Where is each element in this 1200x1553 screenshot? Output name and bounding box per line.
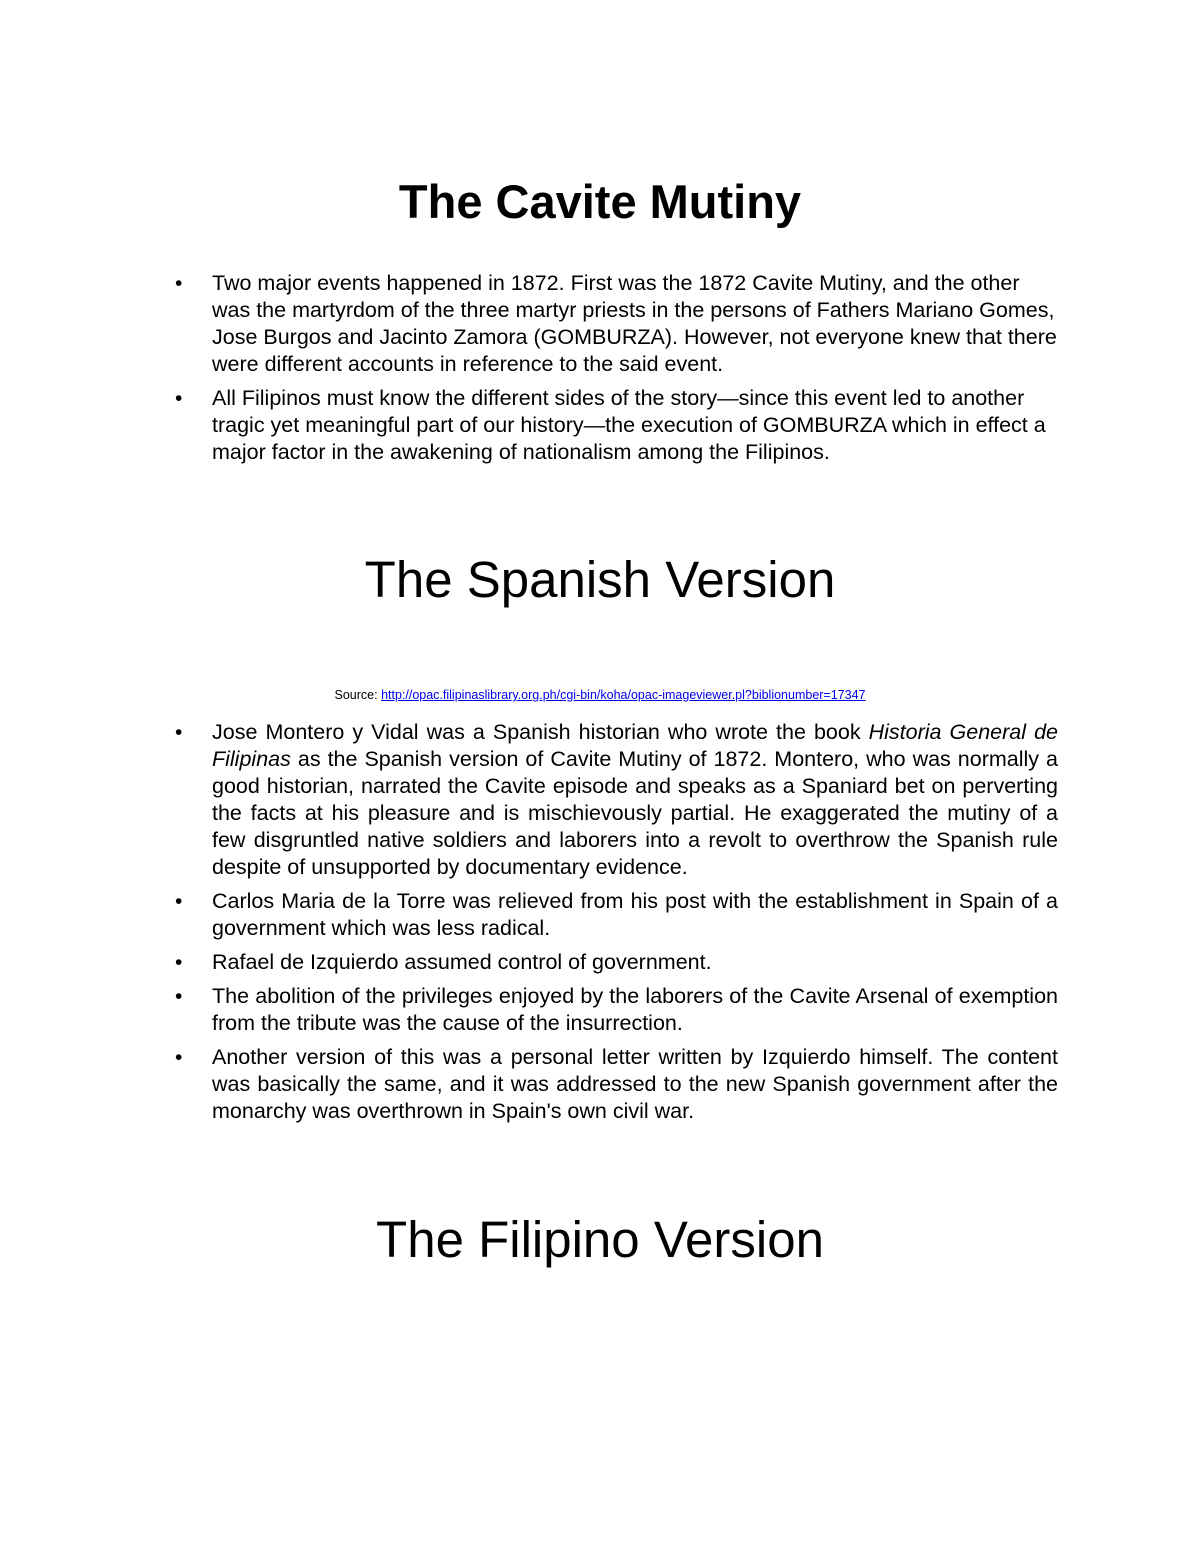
spanish-version-heading: The Spanish Version — [364, 551, 836, 608]
intro-bullet-2: • All Filipinos must know the different sides of the story—since this event led to another tragic yet meaningful part of our history—the execution of GOMBURZA which in effect a major factor in the awakening of nationalism among the Filipinos. — [212, 385, 1058, 466]
intro-bullet-1: • Two major events happened in 1872. First was the 1872 Cavite Mutiny, and the other was the martyrdom of the three martyr priests in the persons of Fathers Mariano Gomes, Jose Burgos and Jacinto Zamora (GOMBURZA). However, not everyone knew that there were different accounts in reference to the said event. — [212, 270, 1058, 378]
spanish-bullet-3: • Rafael de Izquierdo assumed control of government. — [212, 949, 1058, 976]
source-citation — [0, 686, 1200, 704]
spanish-bullet-1-part1: Jose Montero y Vidal was a Spanish historian who wrote the book — [212, 720, 869, 744]
filipino-version-heading: The Filipino Version — [376, 1211, 824, 1268]
spanish-bullet-list — [212, 719, 1058, 1132]
spanish-bullet-4: • The abolition of the privileges enjoyed by the laborers of the Cavite Arsenal of exemption from the tribute was the cause of the insurrection. — [212, 983, 1058, 1037]
source-label: Source: — [334, 688, 378, 702]
document-title: The Cavite Mutiny — [398, 175, 802, 228]
spanish-bullet-1-part2: as the Spanish version of Cavite Mutiny of 1872. Montero, who was normally a good historian, narrated the Cavite episode and speaks as a Spaniard bet on perverting the facts at his pleasure and is mischievously partial. He exaggerated the mutiny of a few disgruntled native soldiers and laborers into a revolt to overthrow the Spanish rule despite of unsupported by documentary evidence. — [212, 747, 1058, 879]
spanish-bullet-2: • Carlos Maria de la Torre was relieved from his post with the establishment in Spain of a government which was less radical. — [212, 888, 1058, 942]
intro-bullet-list — [212, 270, 1058, 473]
spanish-bullet-1 — [212, 719, 1058, 881]
source-link[interactable]: http://opac.filipinaslibrary.org.ph/cgi-bin/koha/opac-imageviewer.pl?biblionumber=17347 — [381, 688, 866, 702]
book-title: Historia General de Filipinas — [212, 720, 1058, 771]
spanish-bullet-5: • Another version of this was a personal letter written by Izquierdo himself. The content was basically the same, and it was addressed to the new Spanish government after the monarchy was overthrown in Spain's own civil war. — [212, 1044, 1058, 1125]
